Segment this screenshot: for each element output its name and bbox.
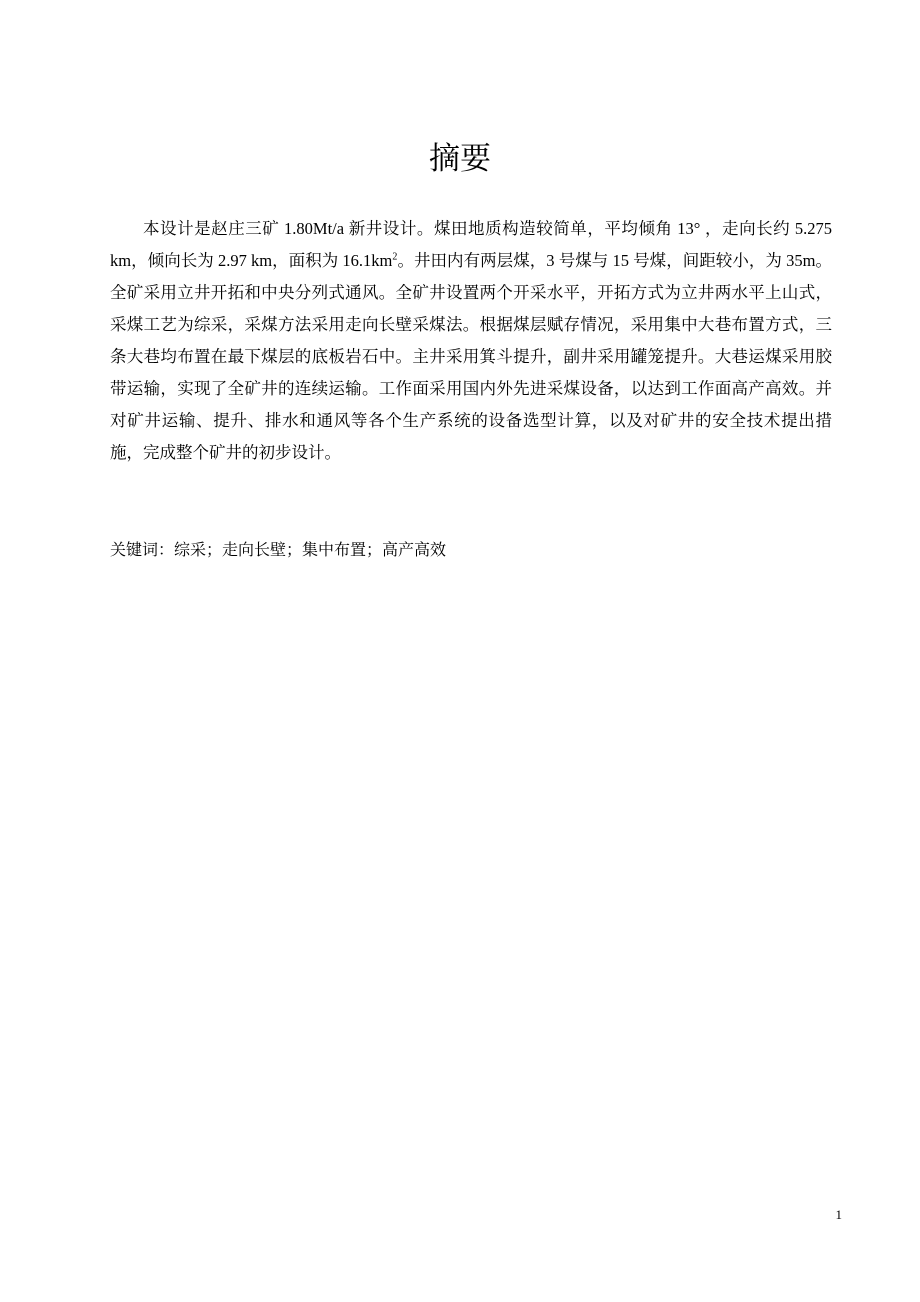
abstract-text-part-1: 本设计是赵庄三矿 1.80Mt/a 新井设计。煤田地质构造较简单，平均倾角 13° ，走向长约 5.275 km，倾向长为 2.97 km，面积为 16.1km	[110, 219, 832, 270]
abstract-paragraph	[110, 213, 832, 469]
abstract-text-part-2: 。井田内有两层煤，3 号煤与 15 号煤，间距较小，为 35m。全矿采用立井开拓和中央分列式通风。全矿井设置两个开采水平，开拓方式为立井两水平上山式，采煤工艺为综采，采煤方法采用走向长壁采煤法。根据煤层赋存情况，采用集中大巷布置方式，三条大巷均布置在最下煤层的底板岩石中。主井采用箕斗提升，副井采用罐笼提升。大巷运煤采用胶带运输，实现了全矿井的连续运输。工作面采用国内外先进采煤设备，以达到工作面高产高效。并对矿井运输、提升、排水和通风等各个生产系统的设备选型计算，以及对矿井的安全技术提出措施，完成整个矿井的初步设计。	[110, 251, 832, 462]
page-title: 摘要	[429, 141, 491, 177]
area-unit-superscript: 2	[392, 251, 398, 263]
keywords-line: 关键词：综采；走向长壁；集中布置；高产高效	[110, 540, 447, 559]
page-number: 1	[835, 1207, 842, 1222]
